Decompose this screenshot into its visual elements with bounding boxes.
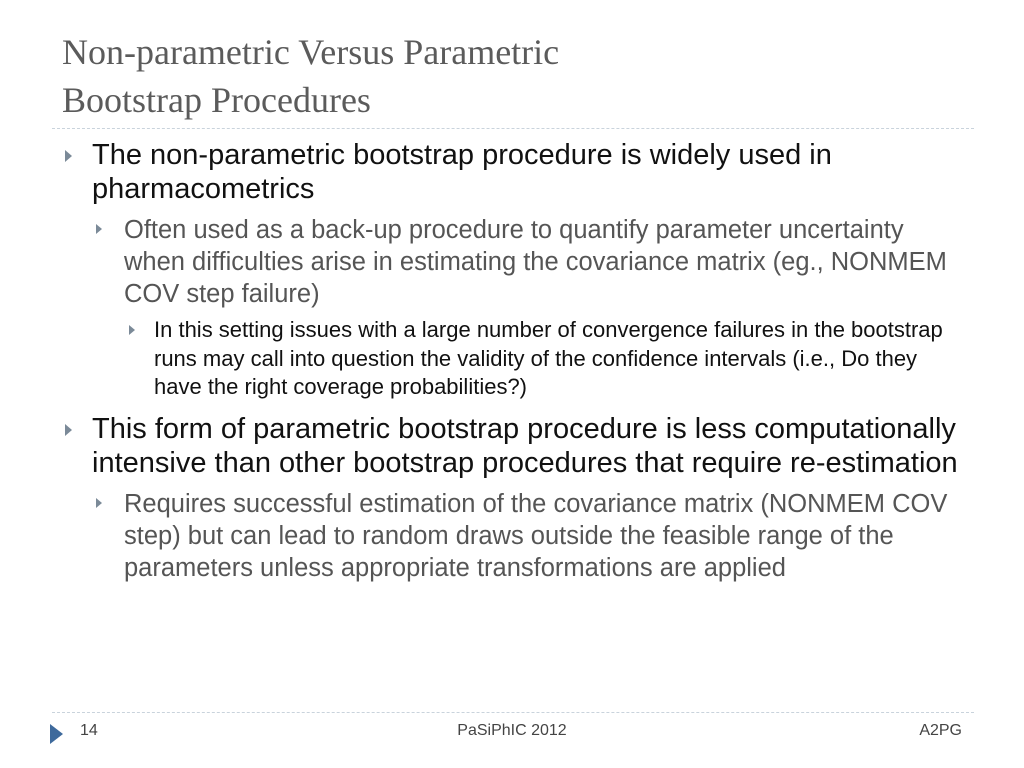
title-line-2: Bootstrap Procedures bbox=[62, 80, 371, 120]
bullet-arrow-icon bbox=[96, 224, 102, 234]
bullet-text: This form of parametric bootstrap procedure is less computationally intensive than other bootstrap procedures that require re-estimation bbox=[92, 412, 958, 479]
page-number: 14 bbox=[80, 722, 98, 739]
bullet-level-1 bbox=[92, 138, 970, 206]
bullet-arrow-icon bbox=[129, 325, 135, 335]
bullet-level-3 bbox=[154, 316, 970, 402]
bullet-arrow-icon bbox=[96, 498, 102, 508]
title-line-1: Non-parametric Versus Parametric bbox=[62, 32, 560, 72]
slide-title bbox=[62, 28, 962, 124]
footer-center-text: PaSiPhIC 2012 bbox=[457, 722, 567, 739]
bullet-arrow-icon bbox=[65, 150, 72, 162]
footer-divider bbox=[52, 712, 974, 713]
bullet-text: In this setting issues with a large number of convergence failures in the bootstrap runs may call into question the validity of the confidence intervals (i.e., Do they have the right coverage probabilities?) bbox=[154, 317, 943, 399]
title-divider bbox=[52, 128, 974, 129]
bullet-level-2 bbox=[124, 214, 970, 310]
bullet-text: The non-parametric bootstrap procedure is widely used in pharmacometrics bbox=[92, 139, 832, 205]
bullet-text: Requires successful estimation of the covariance matrix (NONMEM COV step) but can lead to random draws outside the feasible range of the parameters unless appropriate transformations are applied bbox=[124, 489, 948, 582]
footer-right-text: A2PG bbox=[919, 722, 962, 739]
slide-body bbox=[60, 138, 970, 584]
slide-footer bbox=[0, 718, 1024, 748]
bullet-text: Often used as a back-up procedure to quantify parameter uncertainty when difficulties arise in estimating the covariance matrix (eg., NONMEM COV step failure) bbox=[124, 216, 947, 308]
bullet-level-1 bbox=[92, 412, 970, 480]
bullet-arrow-icon bbox=[65, 424, 72, 436]
bullet-level-2 bbox=[124, 488, 970, 584]
